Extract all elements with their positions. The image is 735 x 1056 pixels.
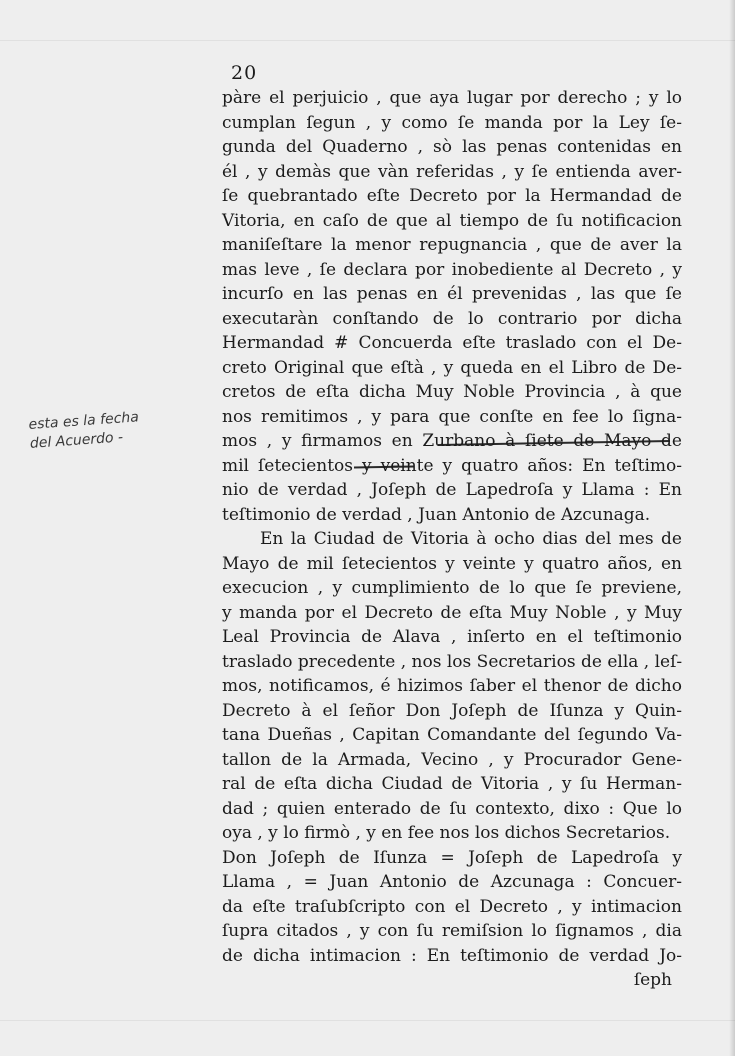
text-line: mas leve , ſe declara por inobediente al Decreto , y (222, 259, 682, 280)
text-line: teſtimonio de verdad , Juan Antonio de Azcunaga. (222, 504, 651, 525)
text-line: mos , y firmamos en Zurbano à ſiete de Mayo de (222, 431, 682, 451)
text-line: creto Original que eſtà , y queda en el Libro de De- (222, 357, 682, 378)
text-line: Don Joſeph de Iſunza = Joſeph de Lapedroſa y (222, 847, 682, 868)
text-line: ſupra citados , y con ſu remiſsion lo ſignamos , dia (222, 921, 682, 941)
text-line: Decreto à el ſeñor Don Joſeph de Iſunza y Quin- (222, 700, 682, 721)
margin-note-line: esta es la fecha (28, 409, 140, 433)
text-line: Leal Provincia de Alava , inſerto en el teſtimonio (222, 627, 682, 647)
text-line: executaràn conſtando de lo contrario por dicha (222, 308, 682, 329)
text-line: ral de eſta dicha Ciudad de Vitoria , y ſu Herman- (222, 774, 682, 794)
text-line: oya , y lo firmò , y en fee nos los dichos Secretarios. (222, 823, 671, 843)
page-edge-shadow (729, 0, 735, 1056)
text-line: mos, notificamos, é hizimos ſaber el thenor de dicho (222, 676, 682, 696)
fold-line-bottom (0, 1020, 735, 1021)
text-line: cretos de eſta dicha Muy Noble Provincia , à que (222, 382, 682, 402)
text-line: Mayo de mil ſetecientos y veinte y quatro años, en (222, 553, 682, 574)
text-line: cumplan ſegun , y como ſe manda por la Ley ſe- (222, 112, 682, 133)
text-line: incurſo en las penas en él prevenidas , las que ſe (222, 284, 682, 304)
text-line: tallon de la Armada, Vecino , y Procurador Gene- (222, 749, 682, 770)
text-line: Vitoria, en caſo de que al tiempo de ſu notificacion (222, 210, 682, 231)
text-line: nos remitimos , y para que conſte en fee lo ſigna- (222, 406, 682, 427)
text-line: gunda del Quaderno , sò las penas contenidas en (222, 137, 682, 157)
text-line: él , y demàs que vàn referidas , y ſe entienda aver- (222, 161, 682, 182)
text-line: ſeph (633, 970, 672, 990)
text-line: Llama , = Juan Antonio de Azcunaga : Concuer- (222, 872, 682, 892)
text-line: Hermandad # Concuerda eſte traslado con el De- (222, 333, 682, 353)
text-line: mil ſetecientos y veinte y quatro años: En teſtimo- (222, 455, 682, 476)
text-line: maniſeſtare la menor repugnancia , que de aver la (222, 235, 682, 255)
text-line: tana Dueñas , Capitan Comandante del ſegundo Va- (222, 725, 682, 745)
text-line: y manda por el Decreto de eſta Muy Noble , y Muy (222, 602, 682, 623)
margin-note-line: del Acuerdo - (29, 429, 124, 452)
text-line: nio de verdad , Joſeph de Lapedroſa y Llama : En (222, 480, 682, 500)
fold-line-top (0, 40, 735, 41)
text-line: de dicha intimacion : En teſtimonio de verdad Jo- (222, 945, 682, 966)
text-line: En la Ciudad de Vitoria à ocho dias del mes de (260, 529, 682, 549)
page-number: 20 (231, 62, 258, 84)
handwritten-margin-note (28, 406, 180, 454)
body-text (222, 86, 682, 993)
text-line: pàre el perjuicio , que aya lugar por derecho ; y lo (222, 88, 682, 108)
text-line: dad ; quien enterado de ſu contexto, dixo : Que lo (222, 798, 682, 819)
text-line: ſe quebrantado eſte Decreto por la Hermandad de (222, 186, 682, 206)
text-line: traslado precedente , nos los Secretarios de ella , leſ- (222, 651, 683, 672)
text-line: execucion , y cumplimiento de lo que ſe previene, (222, 578, 682, 598)
text-line: da eſte traſubſcripto con el Decreto , y intimacion (222, 896, 682, 917)
